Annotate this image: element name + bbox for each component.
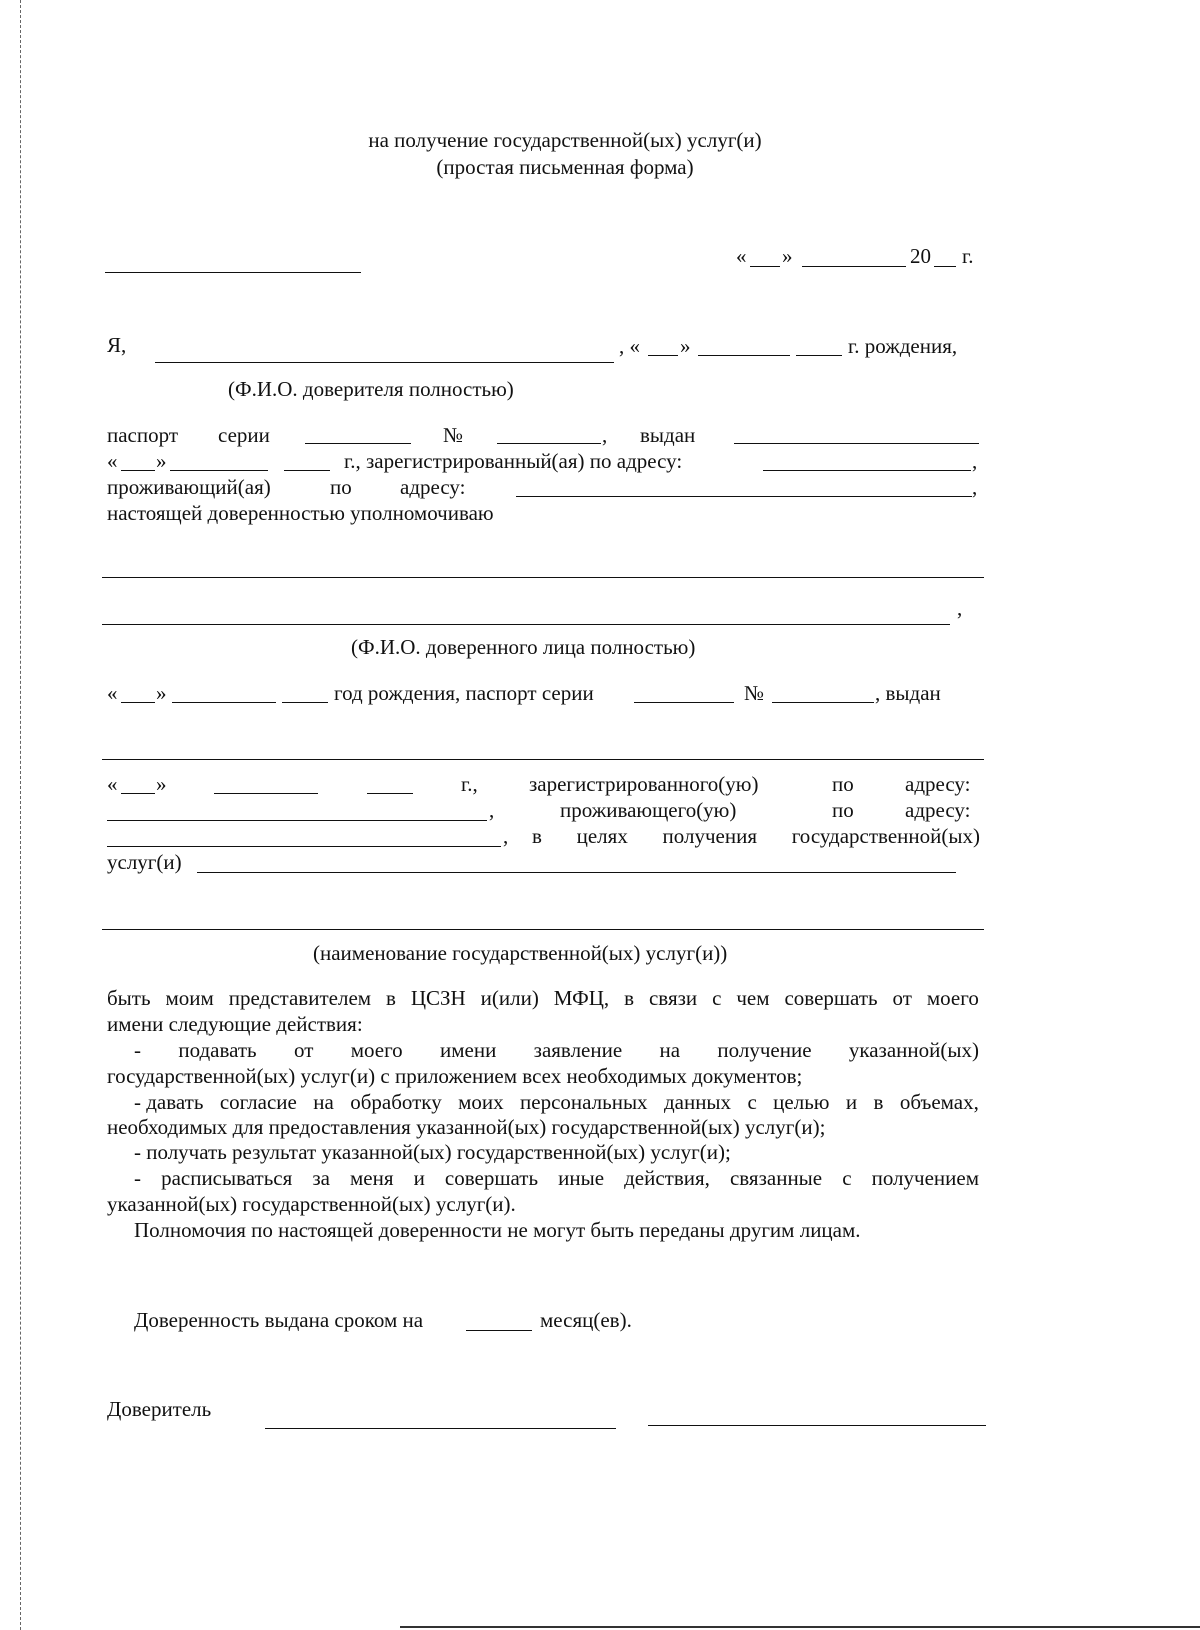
scan-bottom-edge (400, 1626, 1200, 1628)
issued-label: выдан (640, 423, 696, 447)
text-word: на (659, 1038, 681, 1062)
proxy-reg-po: по (832, 772, 854, 796)
text-word: персональных (520, 1090, 648, 1114)
date-year-field[interactable] (934, 266, 956, 267)
para1-line2: имени следующие действия: (107, 1012, 363, 1036)
place-field[interactable] (105, 272, 361, 273)
passport-label: паспорт (107, 423, 179, 447)
text-word: получение (717, 1038, 812, 1062)
text-word: моего (350, 1038, 403, 1062)
text-word: представителем (228, 986, 372, 1010)
text-word: в (873, 1090, 884, 1114)
proxy-residing-label: проживающего(ую) (560, 798, 737, 822)
text-word: - (134, 1038, 141, 1062)
goal-word: в (532, 824, 542, 848)
principal-birth-year-field[interactable] (796, 355, 842, 356)
proxy-registered-address-field[interactable] (107, 820, 487, 821)
text-word: МФЦ, (553, 986, 610, 1010)
para1-line1 (107, 988, 979, 1009)
powers-text: Полномочия по настоящей доверенности не могут быть переданы другим лицам. (134, 1218, 861, 1242)
proxy-birth-close: » (156, 681, 167, 705)
date-open-quote: « (736, 244, 747, 268)
principal-number-field[interactable] (497, 443, 601, 444)
authorize-text: настоящей доверенностью уполномочиваю (107, 501, 494, 525)
residing-address-field[interactable] (516, 496, 972, 497)
text-word: действия, (624, 1166, 710, 1190)
item1-line1 (134, 1040, 979, 1061)
signature-field[interactable] (265, 1428, 616, 1429)
term-suffix: месяц(ев). (540, 1308, 632, 1332)
proxy-birth-text: год рождения, паспорт серии (334, 681, 594, 705)
registered-label: г., зарегистрированный(ая) по адресу: (344, 449, 683, 473)
number-comma: , (602, 423, 608, 447)
text-word: и (845, 1090, 858, 1114)
signature-label: Доверитель (107, 1397, 212, 1421)
proxy-fio-field-2[interactable] (102, 624, 950, 625)
text-word: моих (458, 1090, 504, 1114)
proxy-birth-day-field[interactable] (121, 702, 155, 703)
text-word: от (892, 986, 912, 1010)
text-word: подавать (178, 1038, 257, 1062)
proxy-fio-caption: (Ф.И.О. доверенного лица полностью) (351, 635, 696, 659)
item2-line1 (134, 1092, 979, 1113)
series-label: серии (218, 423, 270, 447)
text-word: согласие (219, 1090, 297, 1114)
issue-day-field[interactable] (121, 470, 155, 471)
text-word: с (747, 1090, 757, 1114)
issue-date-open: « (107, 449, 118, 473)
text-word: моего (926, 986, 979, 1010)
text-word: получением (871, 1166, 979, 1190)
item4-line2: указанной(ых) государственной(ых) услуг(и). (107, 1192, 516, 1216)
residing-comma: , (972, 475, 978, 499)
proxy-res-po: по (832, 798, 854, 822)
proxy-birth-month-field[interactable] (172, 702, 276, 703)
item3: - получать результат указанной(ых) государственной(ых) услуг(и); (134, 1140, 731, 1164)
proxy-number-label: № (744, 681, 765, 705)
registered-address-field[interactable] (763, 470, 971, 471)
text-word: меня (350, 1166, 394, 1190)
text-word: обработку (350, 1090, 442, 1114)
principal-birth-day-field[interactable] (648, 355, 678, 356)
date-year-prefix: 20 (910, 244, 931, 268)
principal-birth-open: , « (619, 334, 640, 358)
principal-fio-field[interactable] (155, 362, 614, 363)
goal-word: государственной(ых) (791, 824, 980, 848)
goal-word: целях (576, 824, 628, 848)
text-word: с (842, 1166, 852, 1190)
text-word: иные (558, 1166, 605, 1190)
issue-month-field[interactable] (170, 470, 268, 471)
proxy-birth-year-field[interactable] (282, 702, 328, 703)
issue-year-field[interactable] (284, 470, 330, 471)
text-word: за (312, 1166, 330, 1190)
services-field-2[interactable] (102, 929, 984, 930)
proxy-comma-2: , (503, 824, 509, 848)
text-word: - давать (134, 1090, 204, 1114)
proxy-registered-label: зарегистрированного(ую) (529, 772, 759, 796)
term-months-field[interactable] (466, 1330, 532, 1331)
proxy-issue-day-field[interactable] (121, 793, 155, 794)
text-word: на (313, 1090, 334, 1114)
principal-birth-suffix: г. рождения, (848, 334, 958, 358)
text-word: чем (736, 986, 770, 1010)
text-word: ЦСЗН (410, 986, 466, 1010)
term-prefix: Доверенность выдана сроком на (134, 1308, 424, 1332)
services-caption: (наименование государственной(ых) услуг(и)) (313, 941, 728, 965)
proxy-issued-label: , выдан (875, 681, 941, 705)
text-word: совершать (784, 986, 878, 1010)
text-word: и(или) (480, 986, 539, 1010)
number-label: № (443, 423, 464, 447)
item1-line2: государственной(ых) услуг(и) с приложением всех необходимых документов; (107, 1064, 803, 1088)
residing-label: проживающий(ая) (107, 475, 271, 499)
header-line-2: (простая письменная форма) (436, 155, 694, 179)
text-word: данных (663, 1090, 732, 1114)
principal-issued-by-field[interactable] (734, 443, 979, 444)
text-word: целью (773, 1090, 830, 1114)
text-word: связи (648, 986, 698, 1010)
text-word: совершать (444, 1166, 539, 1190)
text-word: от (293, 1038, 314, 1062)
proxy-name-comma: , (957, 596, 963, 620)
registered-comma: , (972, 449, 978, 473)
item4-line1 (134, 1168, 979, 1189)
text-word: указанной(ых) (848, 1038, 979, 1062)
text-word: и (413, 1166, 425, 1190)
text-word: моим (165, 986, 214, 1010)
residing-po: по (330, 475, 352, 499)
issue-date-close: » (156, 449, 167, 473)
goal-word: получения (662, 824, 757, 848)
text-word: - (134, 1166, 141, 1190)
text-word: с (712, 986, 722, 1010)
principal-series-field[interactable] (305, 443, 411, 444)
scan-edge-line (20, 0, 22, 1630)
residing-address-label: адресу: (400, 475, 466, 499)
principal-birth-month-field[interactable] (698, 355, 790, 356)
principal-fio-caption: (Ф.И.О. доверителя полностью) (228, 377, 514, 401)
date-day-field[interactable] (750, 266, 780, 267)
proxy-comma-1: , (489, 798, 495, 822)
date-close-quote: » (782, 244, 793, 268)
proxy-reg-address-label: адресу: (905, 772, 971, 796)
signature-name-field[interactable] (648, 1425, 986, 1426)
text-word: имени (440, 1038, 497, 1062)
item2-line2: необходимых для предоставления указанной(ых) государственной(ых) услуг(и); (107, 1115, 826, 1139)
services-field-1[interactable] (197, 872, 956, 873)
proxy-issue-open: « (107, 772, 118, 796)
text-word: в (624, 986, 635, 1010)
date-year-suffix: г. (962, 244, 974, 268)
proxy-residing-address-field[interactable] (107, 846, 501, 847)
ya-label: Я, (107, 333, 127, 357)
proxy-issue-year-field[interactable] (367, 793, 413, 794)
header-line-1: на получение государственной(ых) услуг(и) (368, 128, 762, 152)
services-label: услуг(и) (107, 850, 182, 874)
goal-text (532, 826, 980, 847)
text-word: заявление (533, 1038, 623, 1062)
text-word: в (386, 986, 396, 1010)
proxy-fio-field-1[interactable] (102, 577, 984, 578)
proxy-series-field[interactable] (634, 702, 734, 703)
proxy-issue-month-field[interactable] (214, 793, 318, 794)
text-word: быть (107, 986, 151, 1010)
proxy-issue-close: » (156, 772, 167, 796)
text-word: объемах, (899, 1090, 979, 1114)
proxy-number-field[interactable] (772, 702, 874, 703)
text-word: расписываться (161, 1166, 293, 1190)
proxy-issued-by-field[interactable] (102, 759, 984, 760)
proxy-birth-open: « (107, 681, 118, 705)
date-month-field[interactable] (802, 266, 906, 267)
text-word: связанные (729, 1166, 823, 1190)
principal-birth-close: » (680, 334, 691, 358)
proxy-res-address-label: адресу: (905, 798, 971, 822)
proxy-year-g: г., (461, 772, 478, 796)
